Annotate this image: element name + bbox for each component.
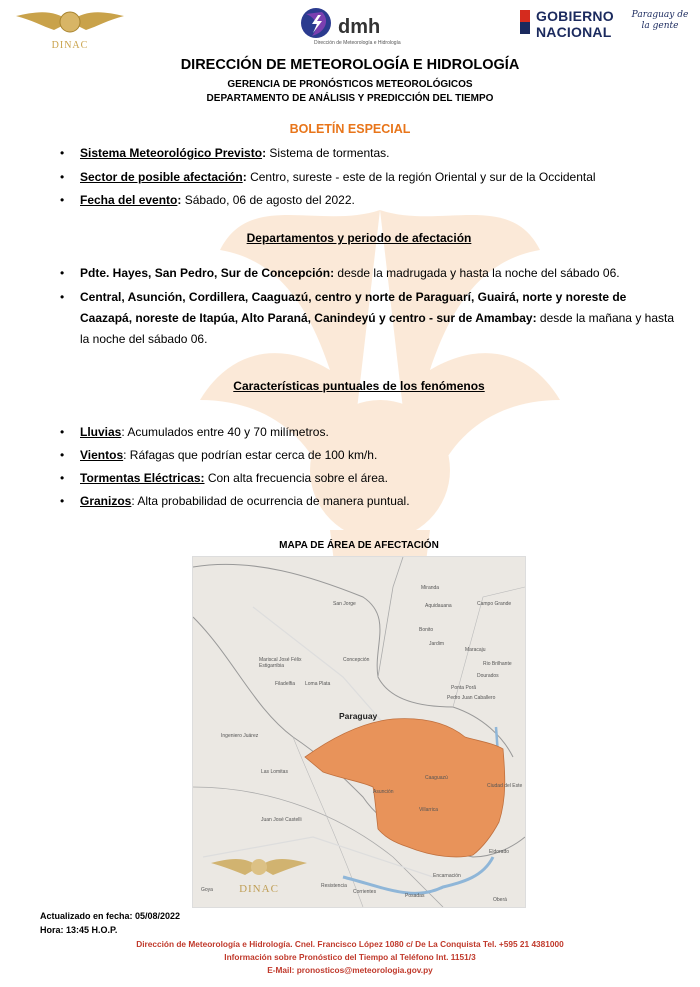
phenomenon-value: : Alta probabilidad de ocurrencia de manera puntual. xyxy=(131,494,410,508)
phenomenon-value: : Ráfagas que podrían estar cerca de 100 km/h. xyxy=(123,448,378,462)
map-place-label: Concepción xyxy=(343,657,370,663)
summary-item-sector: Sector de posible afectación: Centro, sureste - este de la región Oriental y sur de la Occidental xyxy=(80,170,596,184)
map-title: MAPA DE ÁREA DE AFECTACIÓN xyxy=(279,540,439,551)
map-place-label: Eldorado xyxy=(489,849,510,855)
map-place-label: Las Lomitas xyxy=(261,769,288,775)
map-place-label: Aquidauana xyxy=(425,603,452,609)
map-place-label: Rio Brilhante xyxy=(483,661,512,667)
bullet-icon: • xyxy=(60,471,65,485)
map-place-label: Ponta Porã xyxy=(451,685,477,691)
map-place-label: Campo Grande xyxy=(477,601,512,607)
map-country-label: Paraguay xyxy=(339,711,378,721)
bullet-icon: • xyxy=(60,193,65,207)
map-place-label: Mariscal José Félix Estigarribia xyxy=(259,657,302,669)
phenomenon-value: : Acumulados entre 40 y 70 milímetros. xyxy=(121,425,329,439)
bullet-icon: • xyxy=(60,448,65,462)
summary-label: Sistema Meteorológico Previsto xyxy=(80,146,263,160)
map-place-label: Resistencia xyxy=(321,883,347,889)
updated-time: Hora: 13:45 H.O.P. xyxy=(40,925,118,935)
bulletin-title: BOLETÍN ESPECIAL xyxy=(289,122,411,136)
summary-value: Sábado, 06 de agosto del 2022. xyxy=(184,193,355,207)
updated-date: Actualizado en fecha: 05/08/2022 xyxy=(40,911,181,921)
subtitle-departamento: DEPARTAMENTO DE ANÁLISIS Y PREDICCIÓN DEL TIEMPO xyxy=(206,93,494,104)
dmh-sublabel: Dirección de Meteorología e Hidrología xyxy=(314,40,401,46)
phenomenon-rain xyxy=(80,425,329,439)
summary-value: Sistema de tormentas. xyxy=(269,146,390,160)
departments-heading: Departamentos y periodo de afectación xyxy=(246,231,472,245)
phenomenon-value: Con alta frecuencia sobre el área. xyxy=(204,471,388,485)
bullet-icon: • xyxy=(60,290,65,304)
phenomenon-label: Lluvias xyxy=(80,425,122,439)
footer-email: E-Mail: pronosticos@meteorologia.gov.py xyxy=(267,965,433,975)
bullet-icon: • xyxy=(60,425,65,439)
gov-line2: NACIONAL xyxy=(536,24,612,40)
map-place-label: Caaguazú xyxy=(425,775,448,781)
map-place-label: Filadelfia xyxy=(275,681,296,687)
main-title: DIRECCIÓN DE METEOROLOGÍA E HIDROLOGÍA xyxy=(180,57,520,73)
map-place-label: Juan José Castelli xyxy=(261,817,302,823)
subtitle-gerencia: GERENCIA DE PRONÓSTICOS METEOROLÓGICOS xyxy=(227,79,473,90)
dmh-logo xyxy=(294,6,404,50)
phenomenon-label: Tormentas Eléctricas: xyxy=(80,471,205,485)
bullet-icon: • xyxy=(60,494,65,508)
dmh-label: dmh xyxy=(338,16,381,38)
map-place-label: Miranda xyxy=(421,585,440,591)
summary-item-date: Fecha del evento: Sábado, 06 de agosto del 2022. xyxy=(80,193,355,207)
bullet-icon: • xyxy=(60,170,65,184)
summary-value: Centro, sureste - este de la región Oriental y sur de la Occidental xyxy=(250,170,596,184)
map-place-label: Oberá xyxy=(493,897,507,903)
department-period: desde la mañana y hasta la noche del sábado 06. xyxy=(80,311,675,346)
department-names: Pdte. Hayes, San Pedro, Sur de Concepción: xyxy=(80,266,335,280)
gov-line1: GOBIERNO xyxy=(536,8,614,24)
footer-phone: Información sobre Pronóstico del Tiempo al Teléfono Int. 1151/3 xyxy=(224,952,476,962)
phenomenon-label: Vientos xyxy=(80,448,124,462)
gobierno-nacional-logo xyxy=(518,6,690,46)
map-place-label: Goya xyxy=(201,887,213,893)
bullet-icon: • xyxy=(60,266,65,280)
department-item xyxy=(80,287,680,350)
dinac-logo xyxy=(14,4,126,56)
dinac-wings-icon xyxy=(14,4,126,40)
map-place-label: Dourados xyxy=(477,673,499,679)
dinac-map-watermark-icon xyxy=(209,853,309,883)
map-place-label: Ciudad del Este xyxy=(487,783,523,789)
map-place-label: San Jorge xyxy=(333,601,356,607)
phenomena-heading: Características puntuales de los fenómenos xyxy=(233,379,485,393)
summary-item-system: Sistema Meteorológico Previsto: Sistema de tormentas. xyxy=(80,146,390,160)
map-place-label: Corrientes xyxy=(353,889,377,895)
map-place-label: Pedro Juan Caballero xyxy=(447,695,496,701)
map-watermark-label: DINAC xyxy=(239,883,279,895)
flag-red-icon xyxy=(520,10,530,22)
map-place-label: Villarrica xyxy=(419,807,439,813)
phenomenon-wind xyxy=(80,448,377,462)
map-place-label: Bonito xyxy=(419,627,434,633)
phenomenon-label: Granizos xyxy=(80,494,132,508)
affected-area-map xyxy=(192,556,526,908)
department-names: Central, Asunción, Cordillera, Caaguazú, centro y norte de Paraguarí, Guairá, norte y noreste de Caazapá, noreste de Itapúa, Alto Paraná, Canindeyú y centro - sur de Amambay: xyxy=(80,290,627,325)
map-place-label: Asunción xyxy=(373,789,394,795)
map-place-label: Jardim xyxy=(429,641,445,647)
map-place-label: Loma Plata xyxy=(305,681,331,687)
phenomenon-hail xyxy=(80,494,410,508)
gov-script: Paraguay de la gente xyxy=(631,10,689,31)
dmh-emblem-icon xyxy=(296,6,336,40)
summary-label: Sector de posible afectación xyxy=(80,170,243,184)
department-item xyxy=(80,263,680,284)
map-place-label: Posadas xyxy=(405,893,425,899)
dinac-label: DINAC xyxy=(51,40,89,51)
bullet-icon: • xyxy=(60,146,65,160)
department-period: desde la madrugada y hasta la noche del sábado 06. xyxy=(334,266,620,280)
map-place-label: Maracaju xyxy=(465,647,486,653)
map-place-label: Encarnación xyxy=(433,873,461,879)
footer-address: Dirección de Meteorología e Hidrología. Cnel. Francisco López 1080 c/ De La Conquista Tel. +595 21 4381000 xyxy=(136,939,564,949)
phenomenon-storms xyxy=(80,471,388,485)
flag-blue-icon xyxy=(520,22,530,34)
map-place-label: Ingeniero Juárez xyxy=(221,733,259,739)
summary-label: Fecha del evento xyxy=(80,193,178,207)
